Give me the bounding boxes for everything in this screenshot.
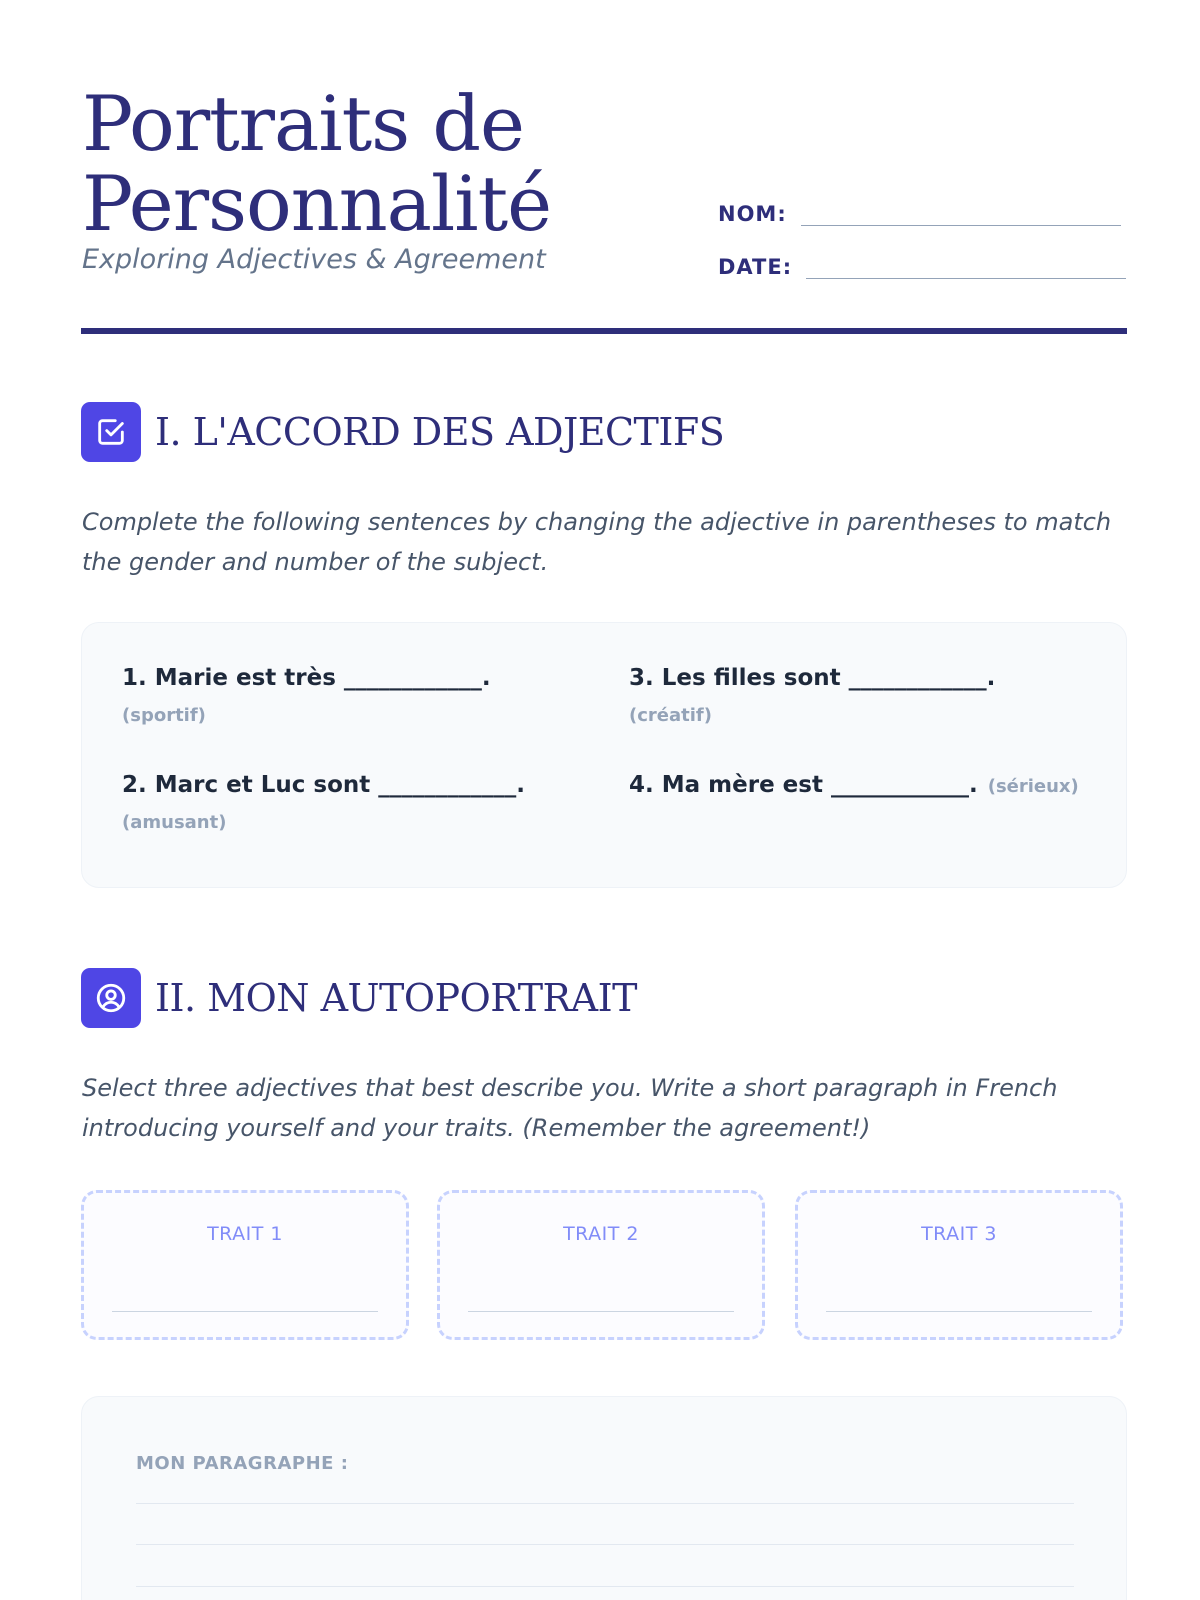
nom-field [718,200,1121,226]
page-subtitle: Exploring Adjectives & Agreement [82,244,546,275]
paragraph-line[interactable] [136,1544,1074,1545]
exercise-item-hint: (sérieux) [987,776,1079,797]
paragraph-label: MON PARAGRAPHE : [136,1453,349,1474]
header-divider [81,328,1127,334]
exercise-item-text: 1. Marie est très ____________. [122,665,491,691]
exercise-item-hint: (amusant) [122,812,227,833]
trait-label: TRAIT 2 [563,1223,639,1245]
exercise-item-text: 2. Marc et Luc sont ____________. [122,772,526,798]
trait-input-line[interactable] [826,1311,1092,1312]
trait-input-line[interactable] [112,1311,378,1312]
section-2-instructions: Select three adjectives that best describe you. Write a short paragraph in French introducing yourself and your traits. (Remember the agreement!) [82,1074,1058,1142]
nom-label: NOM: [718,202,787,226]
exercise-item-2[interactable] [122,772,525,833]
section-2-header [81,968,637,1028]
trait-label: TRAIT 1 [207,1223,283,1245]
exercise-item-text: 3. Les filles sont ____________. [629,665,996,691]
exercise-item-hint: (créatif) [629,705,712,726]
paragraph-box[interactable] [81,1396,1127,1600]
exercise-item-text: 4. Ma mère est ____________. [629,772,978,798]
section-2-title: II. MON AUTOPORTRAIT [155,976,637,1020]
paragraph-line[interactable] [136,1586,1074,1587]
exercise-item-3[interactable] [629,665,995,726]
section-1-title: I. L'ACCORD DES ADJECTIFS [155,410,725,454]
paragraph-line[interactable] [136,1503,1074,1504]
title-line-1: Portraits de [82,79,524,168]
date-input-line[interactable] [806,253,1126,279]
section-1-instructions: Complete the following sentences by changing the adjective in parentheses to match the gender and number of the subject. [82,508,1112,576]
date-label: DATE: [718,255,793,279]
trait-box-2[interactable] [437,1190,765,1340]
trait-box-1[interactable] [81,1190,409,1340]
date-field [718,253,1126,279]
nom-input-line[interactable] [801,200,1121,226]
trait-box-3[interactable] [795,1190,1123,1340]
user-circle-icon [81,968,141,1028]
exercise-item-hint: (sportif) [122,705,206,726]
checkbox-icon [81,402,141,462]
exercise-item-4[interactable] [629,772,1079,798]
page-title [82,79,552,248]
title-line-2: Personnalité [82,159,552,248]
trait-input-line[interactable] [468,1311,734,1312]
trait-label: TRAIT 3 [921,1223,997,1245]
exercise-box [81,622,1127,888]
exercise-item-1[interactable] [122,665,491,726]
section-1-header [81,402,724,462]
